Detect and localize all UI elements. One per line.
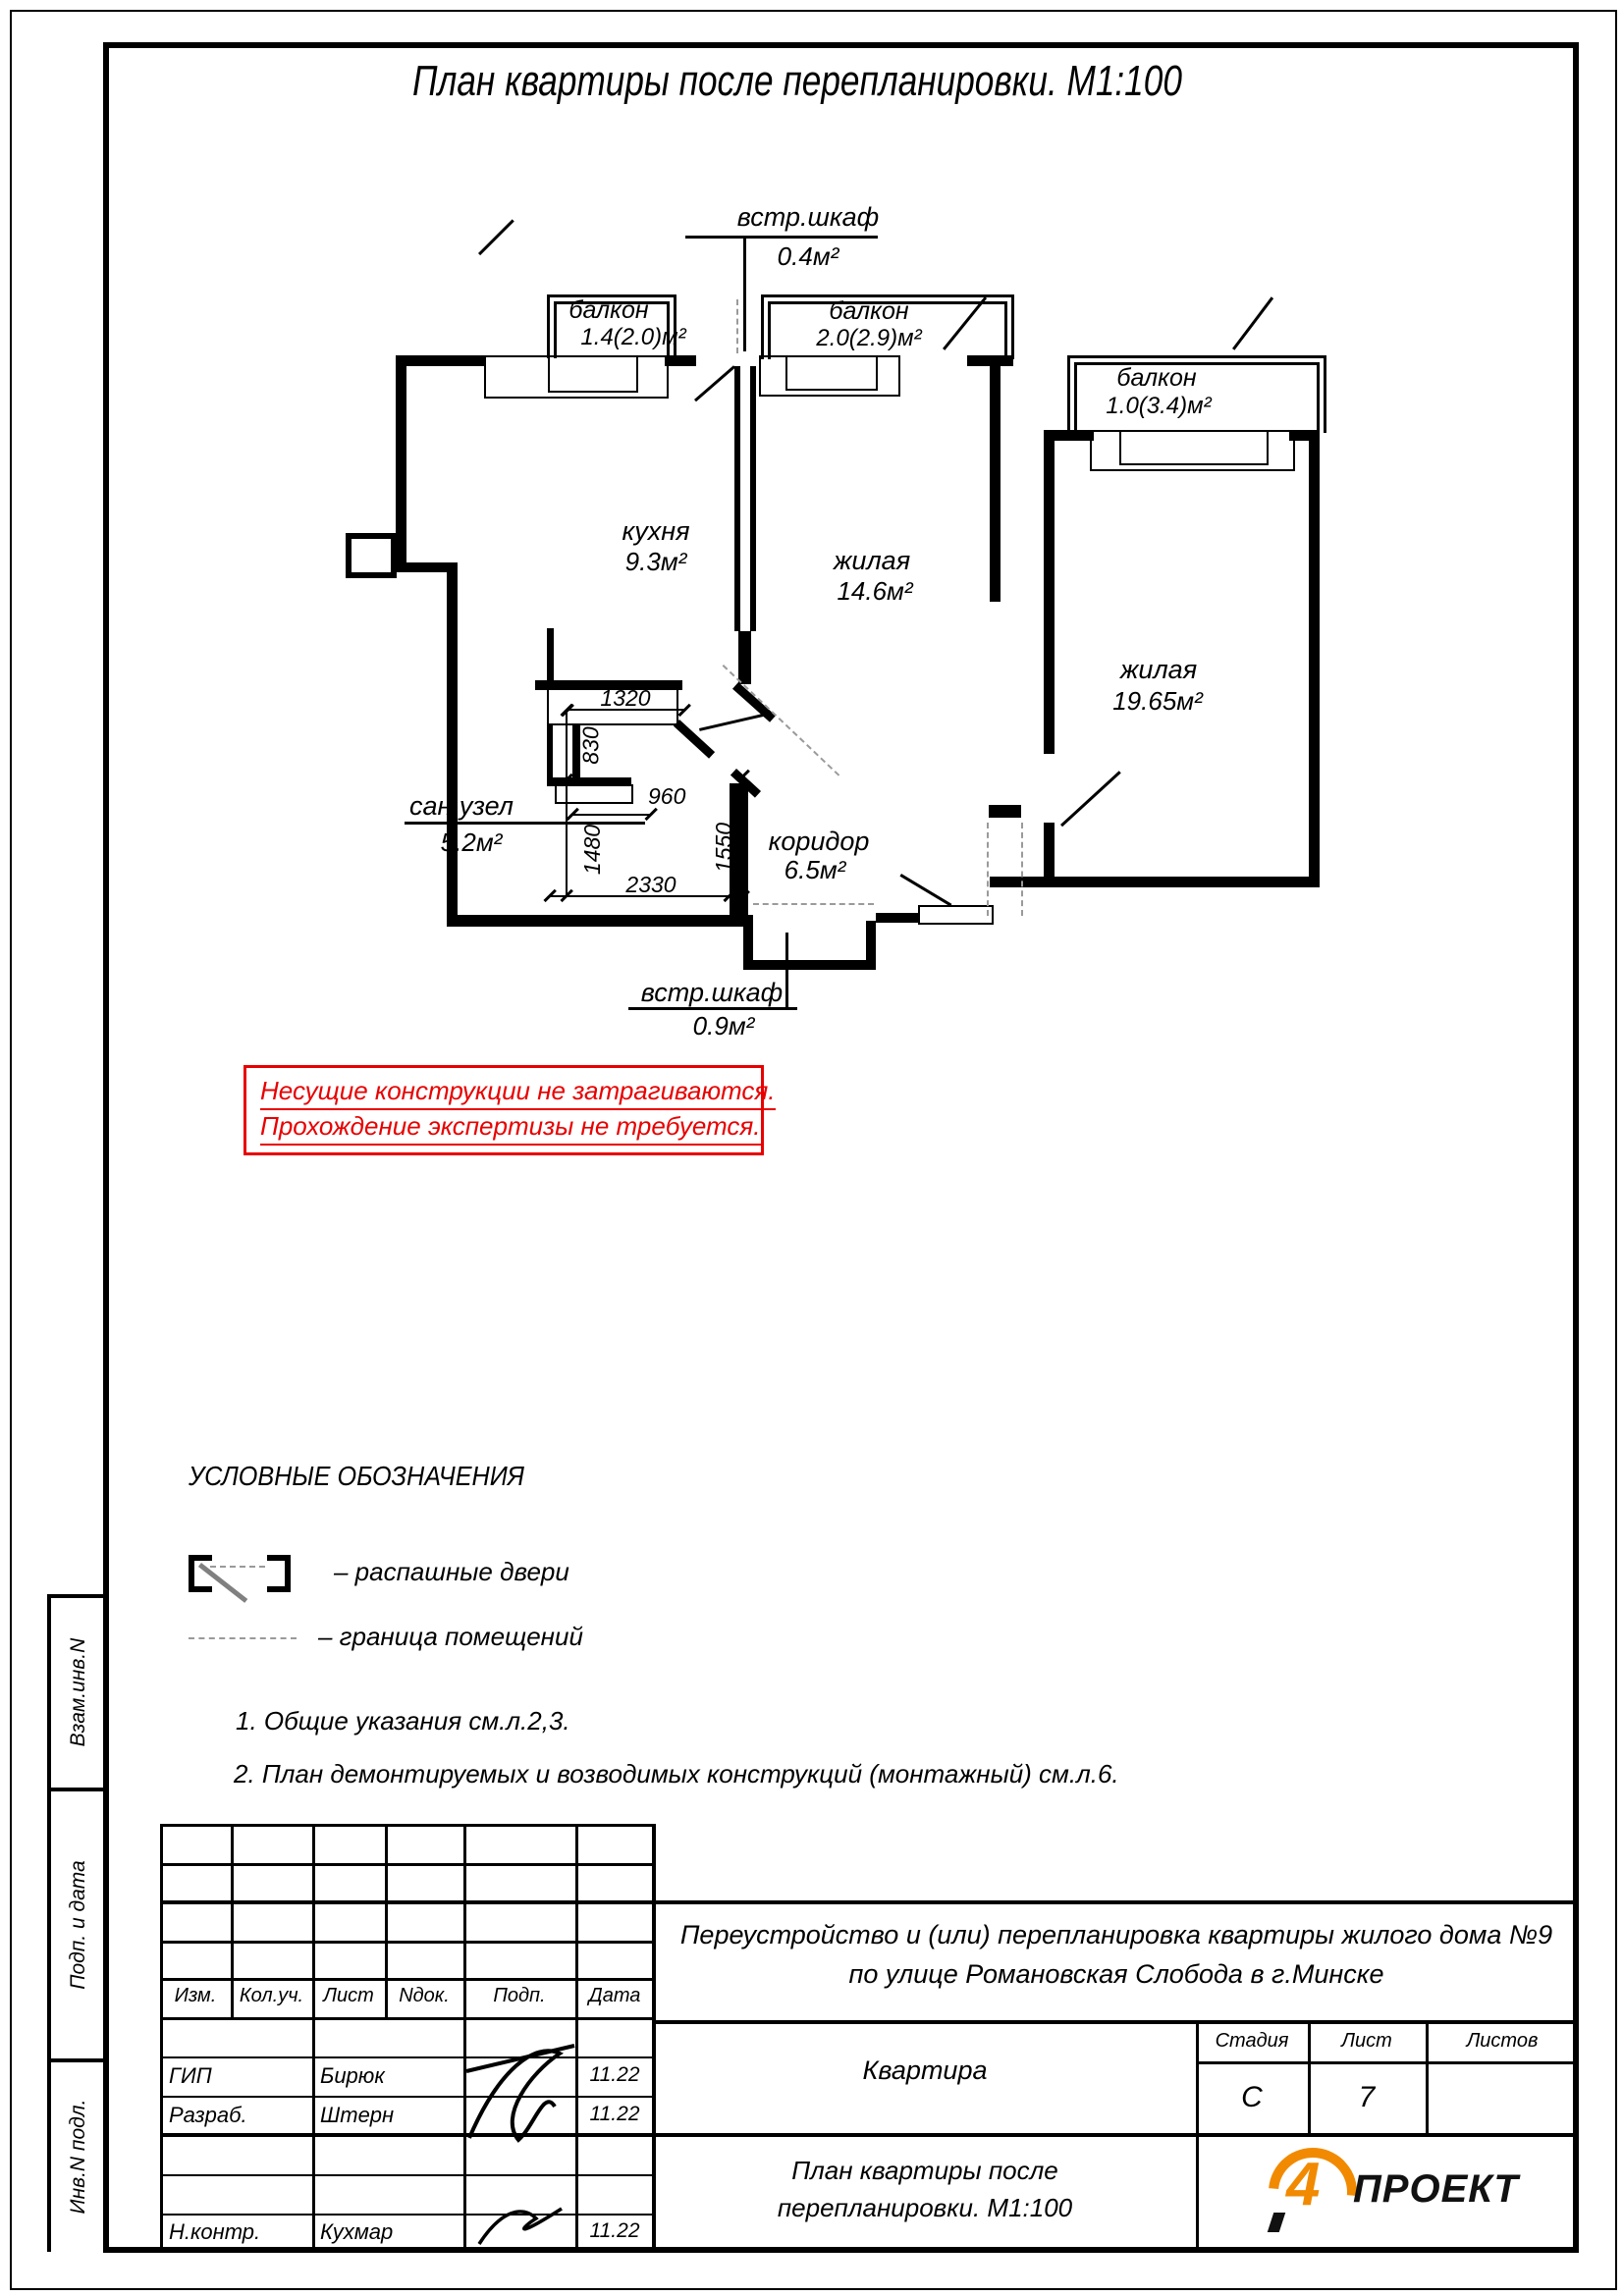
doc-title-line: План квартиры после	[791, 2156, 1058, 2185]
titleblock-line	[160, 2174, 654, 2176]
wall-segment	[1044, 430, 1055, 754]
dimension-value: 1480	[579, 824, 606, 876]
titleblock-line	[160, 2133, 1579, 2137]
wall-segment	[734, 366, 740, 631]
entrance-sill	[918, 905, 994, 925]
room-label: балкон	[829, 297, 909, 325]
col-header: Подп.	[493, 1985, 546, 2006]
project-title-line: по улице Романовская Слобода в г.Минске	[848, 1959, 1384, 1989]
room-label: встр.шкаф	[640, 978, 784, 1007]
legend-note: 2. План демонтируемых и возводимых конструкций (монтажный) см.л.6.	[234, 1759, 1119, 1789]
stage-value: С	[1241, 2081, 1263, 2113]
wall-segment	[547, 723, 553, 779]
warning-line: Несущие конструкции не затрагиваются.	[260, 1076, 776, 1110]
door-symbol-right-jamb	[267, 1555, 291, 1592]
room-area: 5.2м²	[440, 828, 503, 857]
frame-bottom	[103, 2247, 1579, 2253]
company-logo	[1247, 2142, 1561, 2240]
legend-item-boundary: – граница помещений	[318, 1622, 583, 1651]
titleblock-line	[160, 2096, 654, 2098]
titleblock-line	[1196, 2022, 1199, 2252]
sheet-value: 7	[1358, 2081, 1376, 2113]
window	[785, 355, 878, 391]
frame-left	[103, 42, 109, 2253]
titleblock-line	[652, 1824, 656, 2252]
logo-digit: 4	[1286, 2151, 1321, 2218]
room-label: жилая	[833, 546, 911, 575]
window	[1119, 430, 1269, 465]
person-role: Разраб.	[169, 2103, 247, 2127]
legend-item-doors: – распашные двери	[334, 1557, 569, 1586]
wall-segment	[396, 562, 458, 572]
sidebar-cell-label: Взам.инв.N	[67, 1637, 89, 1747]
room-area: 14.6м²	[837, 576, 913, 606]
person-name: Кухмар	[320, 2219, 394, 2244]
wall-segment	[447, 572, 458, 927]
leader-line	[405, 822, 645, 825]
room-label: встр.шкаф	[736, 202, 880, 232]
person-role: ГИП	[169, 2063, 212, 2088]
titleblock-line	[1196, 2061, 1579, 2064]
room-boundary-dash	[1021, 823, 1023, 916]
titleblock-line	[654, 2020, 1579, 2024]
col-header: Дата	[588, 1985, 641, 2006]
person-name: Штерн	[320, 2103, 395, 2127]
room-label: коридор	[768, 827, 870, 856]
sidebar-border	[47, 2058, 107, 2062]
doc-title-line: перепланировки. М1:100	[777, 2193, 1073, 2222]
col-header: Лист	[323, 1985, 374, 2006]
wall-segment	[447, 915, 753, 927]
dimension-value: 960	[648, 783, 686, 809]
page-title: План квартиры после перепланировки. М1:100	[412, 57, 1182, 105]
titleblock-line	[160, 1824, 163, 2252]
sheets-label: Листов	[1466, 2030, 1539, 2052]
titleblock-line	[463, 1824, 466, 2252]
titleblock-line	[160, 1900, 1579, 1904]
boundary-symbol-dash	[189, 1637, 297, 1639]
signature	[461, 2040, 579, 2148]
titleblock-line	[312, 1824, 315, 2252]
sidebar-cell-label: Инв.N подл.	[67, 2099, 89, 2215]
person-name: Бирюк	[320, 2063, 385, 2088]
warning-box	[243, 1065, 776, 1155]
wall-notch	[346, 533, 397, 578]
sidebar-border	[47, 1594, 107, 1598]
sidebar-border	[47, 1788, 107, 1791]
person-date: 11.22	[589, 2063, 640, 2086]
person-date: 11.22	[589, 2219, 640, 2242]
titleblock-line	[575, 1824, 578, 2252]
dimension-line	[566, 710, 568, 779]
wall-segment	[396, 355, 406, 572]
frame-top	[103, 42, 1579, 48]
titleblock-line	[160, 1863, 654, 1866]
room-boundary-dash	[987, 823, 989, 916]
titleblock-line	[160, 1824, 654, 1827]
room-area: 0.9м²	[692, 1011, 755, 1041]
closet-wall	[743, 960, 876, 970]
warning-line: Прохождение экспертизы не требуется.	[260, 1111, 761, 1146]
person-role: Н.контр.	[169, 2219, 261, 2244]
titleblock-line	[160, 2214, 654, 2216]
room-area: 2.0(2.9)м²	[816, 325, 922, 351]
closet-wall	[866, 921, 876, 970]
wall-segment	[990, 366, 1001, 602]
titleblock-line	[160, 1978, 654, 1981]
signature	[473, 2199, 571, 2250]
room-area: 9.3м²	[624, 547, 687, 576]
wall-segment	[1044, 823, 1055, 880]
col-header: Изм.	[174, 1985, 217, 2006]
dimension-line	[572, 814, 651, 816]
wall-segment	[876, 913, 919, 923]
door-symbol-dash	[210, 1566, 265, 1568]
room-area: 1.0(3.4)м²	[1106, 393, 1212, 419]
dimension-value: 1320	[600, 685, 651, 711]
person-date: 11.22	[589, 2103, 640, 2125]
room-label: балкон	[1116, 364, 1197, 392]
room-boundary-dash	[736, 299, 738, 353]
sidebar-cell-label: Подп. и дата	[67, 1860, 89, 1990]
room-boundary-dash	[753, 903, 874, 905]
titleblock-line	[160, 2017, 654, 2020]
wall-segment	[989, 805, 1021, 818]
room-label: жилая	[1119, 655, 1198, 684]
sidebar-border	[47, 1594, 51, 2252]
room-area: 6.5м²	[784, 855, 846, 884]
room-area: 19.65м²	[1112, 686, 1203, 716]
dimension-value: 1550	[711, 822, 737, 874]
project-title-line: Переустройство и (или) перепланировка квартиры жилого дома №9	[679, 1920, 1553, 1949]
room-area: 1.4(2.0)м²	[580, 324, 686, 350]
room-label: балкон	[568, 296, 649, 324]
dimension-value: 830	[577, 726, 604, 765]
room-area: 0.4м²	[777, 241, 839, 271]
room-label: кухня	[622, 516, 690, 546]
dimension-value: 2330	[625, 872, 676, 897]
wall-segment	[990, 877, 1320, 887]
sheet-label: Лист	[1341, 2030, 1392, 2052]
titleblock-line	[160, 1941, 654, 1944]
col-header: Кол.уч.	[239, 1985, 304, 2006]
window	[548, 355, 638, 393]
wall-segment	[547, 628, 554, 690]
stage-label: Стадия	[1215, 2030, 1289, 2052]
wall-segment	[1309, 430, 1320, 887]
col-header: Nдок.	[399, 1985, 450, 2006]
wall-segment	[750, 366, 756, 631]
logo-text: ПРОЕКТ	[1353, 2167, 1519, 2211]
object-name: Квартира	[862, 2056, 988, 2085]
wall-segment	[738, 631, 751, 684]
leader-line	[743, 238, 746, 351]
legend-title: УСЛОВНЫЕ ОБОЗНАЧЕНИЯ	[189, 1461, 524, 1491]
leader-line	[685, 236, 878, 239]
legend-note: 1. Общие указания см.л.2,3.	[236, 1706, 570, 1735]
titleblock-line	[160, 2056, 654, 2058]
wall-segment	[396, 355, 484, 366]
room-label: сан.узел	[409, 791, 514, 821]
dimension-line	[566, 779, 568, 896]
